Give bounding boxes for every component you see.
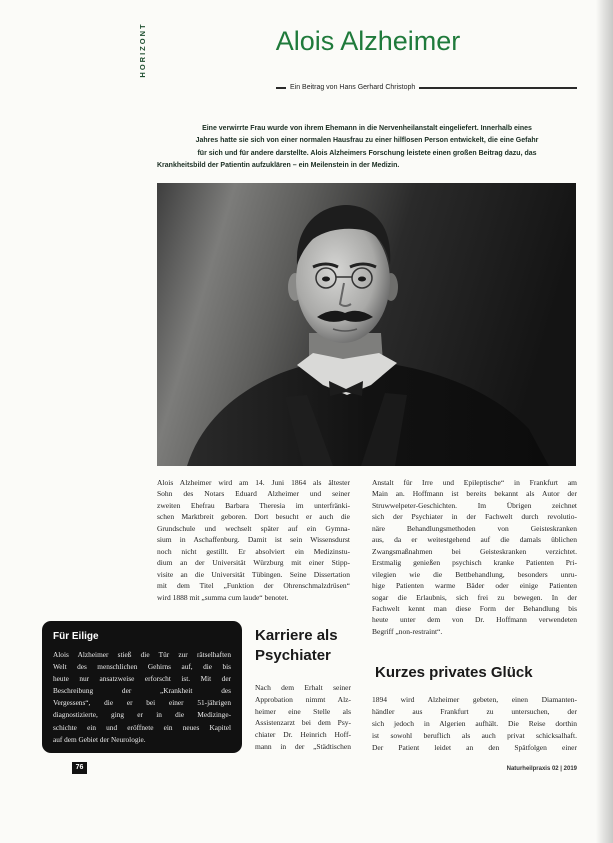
text-line: schen Marktbreit geboren. Dort besucht er auch die: [157, 512, 350, 522]
scan-edge-shadow: [596, 0, 613, 843]
text-line: Grundschule und wechselt später auf ein Gymna-: [157, 523, 350, 533]
heading-kurzes-privates-glueck: Kurzes privates Glück: [375, 664, 533, 681]
article-title: Alois Alzheimer: [275, 26, 461, 56]
text-line: mit dem Titel „Funktion der Ohrenschmalzdrüsen“: [157, 581, 350, 591]
text-line: schichte ein und eröffnete ein neues Kapitel: [53, 722, 231, 732]
heading-karriere-line: Psychiater: [255, 647, 331, 664]
text-line: für sich und für andere darstellte. Alois Alzheimers Forschung leistete einen großen Beitrag dazu, das: [197, 149, 537, 157]
kurzes-text: [372, 694, 577, 754]
text-line: Zwangsmaßnahmen bei Geisteskranken verzichtet.: [372, 546, 577, 556]
page-number: 76: [72, 762, 87, 774]
byline: Ein Beitrag von Hans Gerhard Christoph: [290, 84, 416, 91]
eye-left: [322, 277, 330, 282]
text-line: Approbation nimmt Alz-: [255, 694, 351, 704]
text-line: Beschreibung der „Krankheit des: [53, 686, 231, 696]
heading-karriere-line: Karriere als: [255, 627, 338, 644]
text-line: Erstmalig genießen psychisch kranke Patienten Pri-: [372, 558, 577, 568]
text-line: Sohn des Notars Eduard Alzheimer und seiner: [157, 489, 350, 499]
text-line: Alois Alzheimer wird am 14. Juni 1864 als ältester: [157, 478, 350, 487]
text-line: auf dem Gebiet der Neurologie.: [53, 734, 146, 744]
karriere-text: [255, 682, 351, 753]
text-line: mann in der „Städtischen: [255, 741, 351, 751]
text-line: Alois Alzheimer stieß die Tür zur rätselhaften: [53, 650, 231, 659]
heading-karriere: [255, 626, 338, 666]
text-line: zweiten Ehefrau Barbara Theresia im unterfränki-: [157, 500, 350, 510]
text-line: näre Behandlungsmethoden von Geisteskranken: [372, 523, 577, 533]
text-line: ist sowohl beruflich als auch privat schicksalhaft.: [372, 731, 577, 740]
text-line: heute unter dem von Dr. Hoffmann verwendeten: [372, 615, 577, 625]
byline-rule-right: [419, 87, 577, 88]
byline-row: [276, 83, 577, 93]
fuer-eilige-text: [53, 649, 231, 746]
text-line: heimer eine Stelle als: [255, 706, 351, 716]
text-line: Assistenzarzt bei dem Psy-: [255, 718, 351, 728]
text-line: sogar die Erlaubnis, sich frei zu bewegen. In der: [372, 592, 577, 602]
fuer-eilige-title: Für Eilige: [53, 631, 99, 642]
text-line: Struwwelpeter-Geschichten. Im Übrigen zeichnet: [372, 500, 577, 510]
text-line: händler aus Frankfurt zu untersuchen, der: [372, 707, 577, 716]
fuer-eilige-box: [42, 621, 242, 753]
article-column-1: [157, 477, 350, 603]
publication-footer: Naturheilpraxis 02 | 2019: [506, 766, 577, 772]
intro-paragraph: [157, 123, 577, 172]
text-line: Welt des menschlichen Gehirns auf, die bis: [53, 662, 231, 672]
article-column-2: [372, 477, 577, 637]
text-line: chiater Dr. Heinrich Hoff-: [255, 730, 351, 740]
text-line: Jahres hatte sie sich von einer normalen Hausfrau zu einer hilflosen Person entwickelt, die eine Gefahr: [195, 137, 539, 145]
text-line: hige Patienten warme Bäder oder einige Patienten: [372, 581, 577, 591]
text-line: aus, da er weitestgehend auf die damals üblichen: [372, 535, 577, 545]
text-line: Begriff „non-restraint“.: [372, 626, 443, 636]
text-line: heute nur ansatzweise erforscht ist. Mit der: [53, 674, 231, 684]
text-line: Nach dem Erhalt seiner: [255, 683, 351, 692]
text-line: diagnostizierte, ging er in die Medizinge-: [53, 710, 231, 720]
text-line: 1894 wird Alzheimer gebeten, einen Diamanten-: [372, 695, 577, 704]
text-line: dium an der Universität Würzburg mit einer Stipp-: [157, 558, 350, 568]
text-line: Main an. Hoffmann ist bereits bekannt als Autor der: [372, 489, 577, 499]
text-line: Krankheitsbild der Patientin aufzuklären – ein Meilenstein in der Medizin.: [157, 161, 400, 169]
text-line: sich jedoch in Algerien aufhält. Die Reise dorthin: [372, 719, 577, 728]
section-label: HORIZONT: [138, 22, 147, 78]
text-line: Fachwelt kennt man diese Form der Behandlung bis: [372, 603, 577, 613]
text-line: Der Patient leidet an den Spätfolgen einer: [372, 743, 577, 752]
text-line: visite an die Universität Tübingen. Seine Dissertation: [157, 569, 350, 579]
text-line: wird 1888 mit „summa cum laude“ benotet.: [157, 592, 289, 602]
byline-rule-left: [276, 87, 286, 88]
text-line: sich der Psychiater in der Fachwelt durch revolutio-: [372, 512, 577, 522]
text-line: noch nicht gestillt. Er absolviert ein Medizinstu-: [157, 546, 350, 556]
text-line: Vergessens“, die er bei einer 51-jährigen: [53, 698, 231, 708]
text-line: vilegien wie die Bettbehandlung, besonders unru-: [372, 569, 577, 579]
portrait-photo: [157, 183, 576, 466]
text-line: Eine verwirrte Frau wurde von ihrem Ehemann in die Nervenheilanstalt eingeliefert. Innerhalb eines: [202, 125, 532, 132]
eye-right: [358, 277, 366, 282]
text-line: sium in Aschaffenburg. Damit ist sein Wissensdurst: [157, 535, 350, 545]
text-line: Anstalt für Irre und Epileptische“ in Frankfurt am: [372, 478, 577, 487]
